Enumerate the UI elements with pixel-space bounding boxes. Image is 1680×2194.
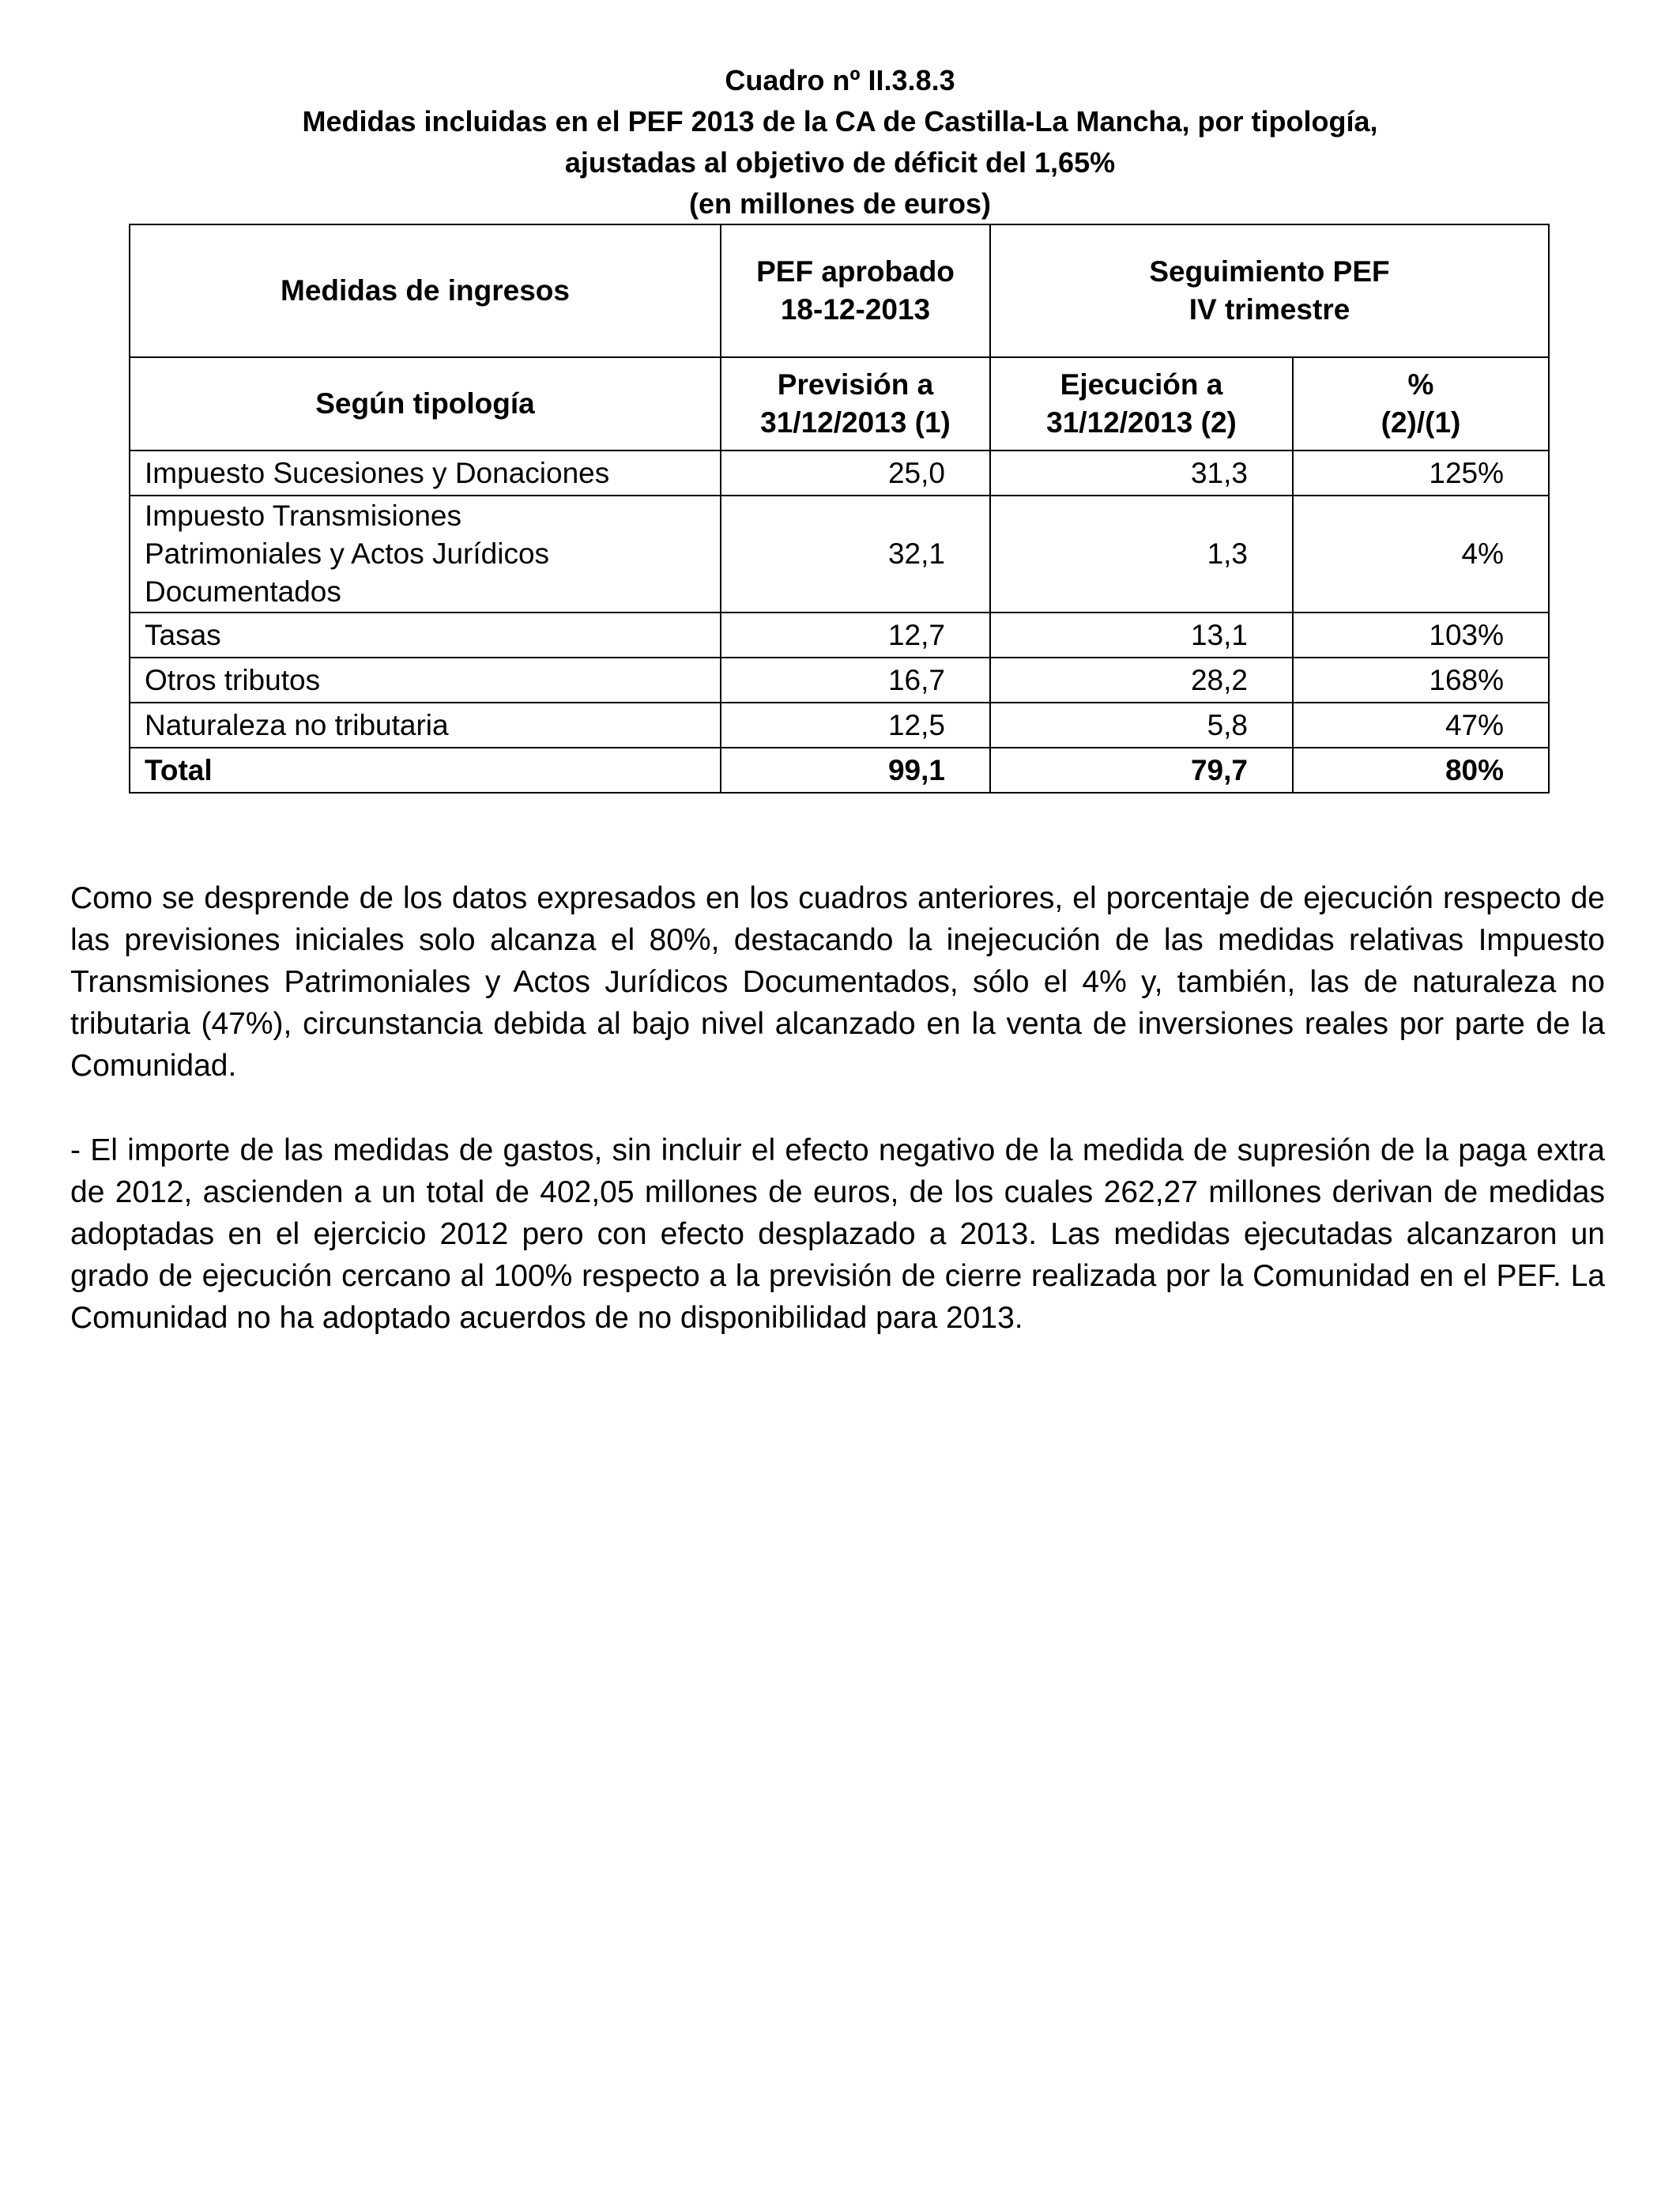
header-porcentaje: % (2)/(1) xyxy=(1293,357,1549,450)
row-prevision: 32,1 xyxy=(721,496,990,613)
row-label: Tasas xyxy=(130,613,721,658)
medidas-ingresos-table xyxy=(129,224,1550,794)
caption-number: Cuadro nº II.3.8.3 xyxy=(725,64,955,96)
row-pct: 168% xyxy=(1293,658,1549,703)
table-caption xyxy=(0,60,1680,224)
total-label: Total xyxy=(130,748,721,793)
header-medidas-ingresos: Medidas de ingresos xyxy=(130,224,721,357)
row-prevision: 12,5 xyxy=(721,703,990,748)
caption-title: Medidas incluidas en el PEF 2013 de la CA de Castilla-La Mancha, por tipología, xyxy=(302,105,1378,138)
row-prevision: 16,7 xyxy=(721,658,990,703)
row-ejecucion: 5,8 xyxy=(990,703,1293,748)
header-prevision: Previsión a 31/12/2013 (1) xyxy=(721,357,990,450)
table-row xyxy=(130,658,1549,703)
table-subheader-row xyxy=(130,357,1549,450)
header-pef-aprobado: PEF aprobado 18-12-2013 xyxy=(721,224,990,357)
table-row xyxy=(130,613,1549,658)
total-pct: 80% xyxy=(1293,748,1549,793)
paragraph-gastos: - El importe de las medidas de gastos, sin incluir el efecto negativo de la medida de supresión de la paga extra de 2012, ascienden a un total de 402,05 millones de euros, de los cuales 262,27 millones derivan de medidas adoptadas en el ejercicio 2012 pero con efecto desplazado a 2013. Las medidas ejecutadas alcanzaron un grado de ejecución cercano al 100% respecto a la previsión de cierre realizada por la Comunidad en el PEF. La Comunidad no ha adoptado acuerdos de no disponibilidad para 2013. xyxy=(70,1133,1605,1335)
row-pct: 103% xyxy=(1293,613,1549,658)
row-ejecucion: 28,2 xyxy=(990,658,1293,703)
caption-subtitle: ajustadas al objetivo de déficit del 1,65% xyxy=(564,146,1116,179)
row-pct: 125% xyxy=(1293,450,1549,496)
row-prevision: 25,0 xyxy=(721,450,990,496)
row-ejecucion: 13,1 xyxy=(990,613,1293,658)
table-total-row xyxy=(130,748,1549,793)
table-row xyxy=(130,450,1549,496)
row-label: Otros tributos xyxy=(130,658,721,703)
row-prevision: 12,7 xyxy=(721,613,990,658)
caption-units: (en millones de euros) xyxy=(688,187,992,220)
row-label: Impuesto Transmisiones Patrimoniales y Actos Jurídicos Documentados xyxy=(130,496,721,613)
total-prevision: 99,1 xyxy=(721,748,990,793)
paragraph-ingresos: Como se desprende de los datos expresados en los cuadros anteriores, el porcentaje de ejecución respecto de las previsiones iniciales solo alcanza el 80%, destacando la inejecución de las medidas relativas Impuesto Transmisiones Patrimoniales y Actos Jurídicos Documentados, sólo el 4% y, también, las de naturaleza no tributaria (47%), circunstancia debida al bajo nivel alcanzado en la venta de inversiones reales por parte de la Comunidad. xyxy=(70,881,1605,1083)
row-pct: 47% xyxy=(1293,703,1549,748)
header-ejecucion: Ejecución a 31/12/2013 (2) xyxy=(990,357,1293,450)
table-header-row xyxy=(130,224,1549,357)
table-row xyxy=(130,496,1549,613)
row-ejecucion: 31,3 xyxy=(990,450,1293,496)
header-seguimiento-pef: Seguimiento PEF IV trimestre xyxy=(990,224,1549,357)
header-segun-tipologia: Según tipología xyxy=(130,357,721,450)
row-label: Impuesto Sucesiones y Donaciones xyxy=(130,450,721,496)
row-label: Naturaleza no tributaria xyxy=(130,703,721,748)
table-row xyxy=(130,703,1549,748)
row-ejecucion: 1,3 xyxy=(990,496,1293,613)
total-ejecucion: 79,7 xyxy=(990,748,1293,793)
row-pct: 4% xyxy=(1293,496,1549,613)
